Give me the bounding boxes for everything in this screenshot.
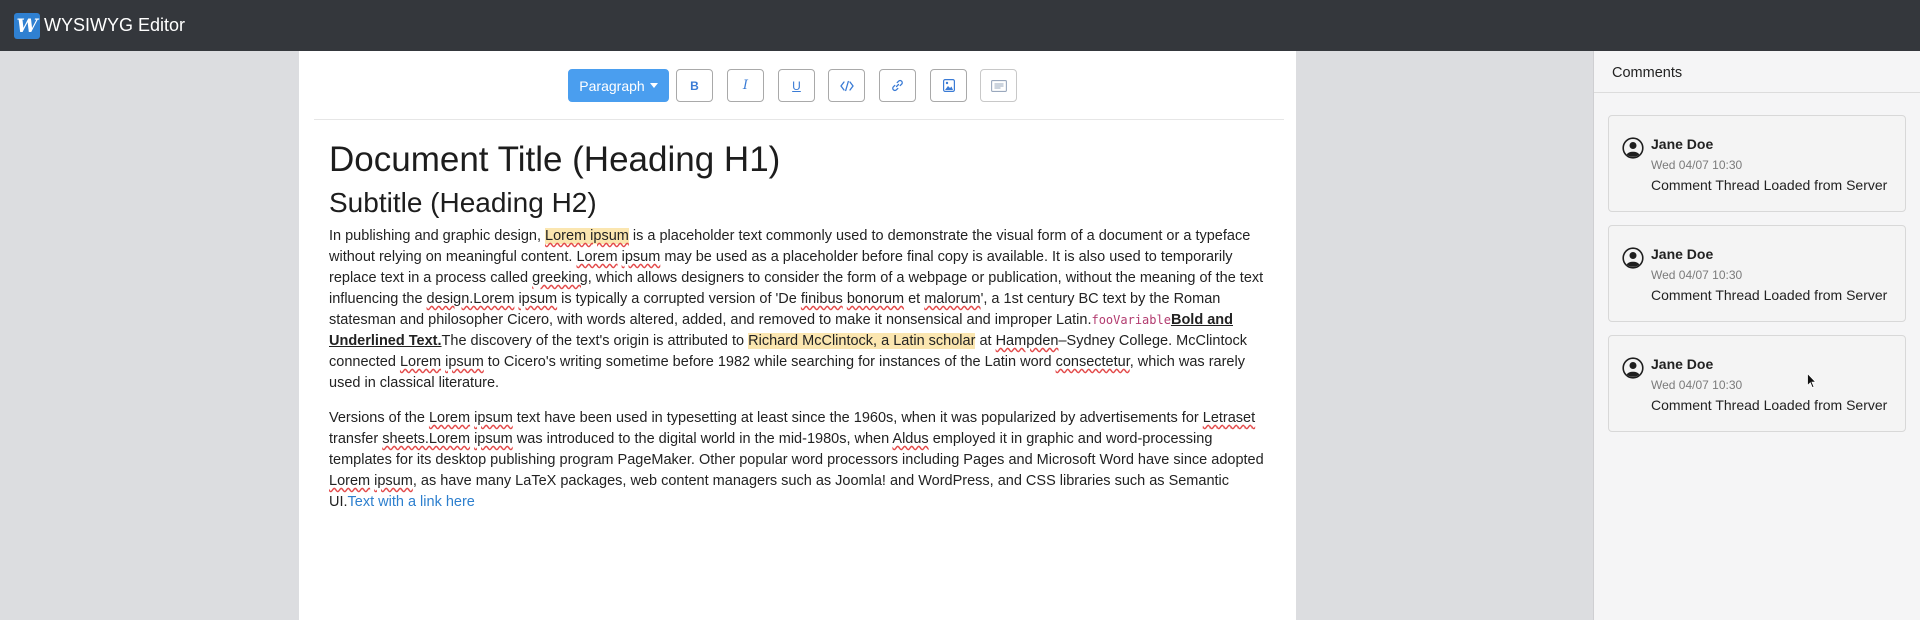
navbar	[0, 0, 1920, 51]
comments-sidebar	[1593, 51, 1920, 620]
misspelled-word[interactable]: consectetur	[1055, 354, 1130, 370]
block-type-label: Paragraph	[579, 77, 645, 94]
misspelled-word[interactable]: Letraset	[1202, 410, 1256, 426]
bold-underlined-text: Bold and Underlined Text.	[329, 312, 1233, 349]
user-avatar-icon	[1622, 357, 1644, 379]
misspelled-word[interactable]: greeking	[532, 270, 588, 286]
inline-code: fooVariable	[1091, 313, 1171, 327]
text-run: et	[904, 291, 925, 307]
text-run: may be used as a placeholder before final copy is available. It is also used to temporarily replace text in a process called	[329, 249, 1233, 286]
text-run: text have been used in typesetting at least since the 1960s, when it was popularized by advertisements for	[512, 410, 1203, 426]
misspelled-word[interactable]: design.Lorem	[426, 291, 515, 307]
comment-author: Jane Doe	[1651, 136, 1714, 152]
misspelled-word[interactable]: finibus	[800, 291, 843, 307]
user-avatar-icon	[1622, 137, 1644, 159]
text-run: , as have many LaTeX packages, web content managers such as Joomla! and WordPress, and CSS libraries such as Semantic UI.	[329, 473, 1230, 510]
bold-button[interactable]: B	[676, 69, 713, 102]
misspelled-word[interactable]: Lorem	[428, 410, 471, 426]
misspelled-word[interactable]: ipsum	[374, 473, 413, 489]
app-logo-icon: W	[14, 13, 40, 39]
block-type-dropdown[interactable]	[568, 69, 669, 102]
misspelled-word[interactable]: ipsum	[621, 249, 661, 265]
text-run: –Sydney College. McClintock connected	[329, 333, 1248, 370]
misspelled-word[interactable]: bonorum	[846, 291, 905, 307]
code-icon	[840, 80, 854, 92]
text-run: ', a 1st century BC text by the Roman statesman and philosopher Cicero, with words altered, added, and removed to make it nonsensical and improper Latin.	[329, 291, 1221, 328]
misspelled-word[interactable]: Lorem	[399, 354, 442, 370]
misspelled-word[interactable]: ipsum	[445, 354, 484, 370]
comment-date: Wed 04/07 10:30	[1651, 378, 1743, 392]
text-run: Versions of the	[329, 410, 429, 426]
document-subtitle[interactable]: Subtitle (Heading H2)	[329, 187, 597, 218]
misspelled-word[interactable]: ipsum	[474, 431, 513, 447]
underline-button[interactable]: U	[778, 69, 815, 102]
comment-icon	[991, 80, 1007, 92]
editor-panel	[299, 51, 1296, 620]
document-content[interactable]	[329, 138, 1274, 513]
italic-button[interactable]: I	[727, 69, 764, 102]
paragraph-2[interactable]	[329, 408, 1274, 513]
text-run: , which was rarely used in classical literature.	[329, 354, 1245, 391]
text-run: The discovery of the text's origin is attributed to	[441, 333, 749, 349]
text-run: is a placeholder text commonly used to demonstrate the visual form of a document or a typeface without relying on meaningful content.	[329, 228, 1251, 265]
link-icon	[891, 79, 904, 92]
comment-button[interactable]	[980, 69, 1017, 102]
misspelled-word[interactable]: Hampden	[995, 333, 1059, 349]
comment-thread[interactable]	[1608, 335, 1906, 432]
comment-author: Jane Doe	[1651, 356, 1714, 372]
misspelled-word[interactable]: sheets.Lorem	[382, 431, 471, 447]
text-run: to Cicero's writing sometime before 1982 while searching for instances of the Latin word	[483, 354, 1056, 370]
mouse-pointer-icon	[1807, 373, 1817, 389]
misspelled-word[interactable]: Aldus	[892, 431, 929, 447]
document-title[interactable]: Document Title (Heading H1)	[329, 140, 781, 179]
image-button[interactable]	[930, 69, 967, 102]
comment-thread[interactable]	[1608, 225, 1906, 322]
misspelled-word[interactable]: malorum	[924, 291, 981, 307]
text-run: , which allows designers to consider the form of a webpage or publication, without the meaning of the text influencing the	[329, 270, 1264, 307]
editor-toolbar	[314, 51, 1284, 120]
comment-highlight[interactable]: Lorem ipsum	[545, 228, 629, 244]
misspelled-word[interactable]: Lorem	[576, 249, 618, 265]
inline-link[interactable]: Text with a link here	[347, 494, 475, 510]
app-title: WYSIWYG Editor	[44, 15, 186, 35]
text-run: is typically a corrupted version of 'De	[557, 291, 801, 307]
comment-date: Wed 04/07 10:30	[1651, 158, 1743, 172]
link-button[interactable]	[879, 69, 916, 102]
comment-thread[interactable]	[1608, 115, 1906, 212]
misspelled-word[interactable]: Lorem	[329, 473, 371, 489]
image-icon	[943, 79, 955, 92]
text-run: employed it in graphic and word-processing templates for its desktop publishing program PageMaker. Other popular word processors including Pages and Microsoft Word have since adopted	[329, 431, 1264, 468]
comment-highlight[interactable]: Richard McClintock, a Latin scholar	[748, 333, 976, 349]
text-run: transfer	[329, 431, 383, 447]
user-avatar-icon	[1622, 247, 1644, 269]
comment-text: Comment Thread Loaded from Server	[1651, 397, 1888, 413]
text-run: at	[975, 333, 996, 349]
code-button[interactable]	[828, 69, 865, 102]
comment-date: Wed 04/07 10:30	[1651, 268, 1743, 282]
comments-header: Comments	[1594, 51, 1920, 93]
comment-text: Comment Thread Loaded from Server	[1651, 177, 1888, 193]
caret-down-icon	[650, 83, 658, 88]
text-run: was introduced to the digital world in the mid-1980s, when	[512, 431, 893, 447]
text-run: In publishing and graphic design,	[329, 228, 546, 244]
paragraph-1[interactable]	[329, 226, 1274, 394]
misspelled-word[interactable]: ipsum	[474, 410, 513, 426]
comment-author: Jane Doe	[1651, 246, 1714, 262]
comment-text: Comment Thread Loaded from Server	[1651, 287, 1888, 303]
misspelled-word[interactable]: ipsum	[518, 291, 558, 307]
